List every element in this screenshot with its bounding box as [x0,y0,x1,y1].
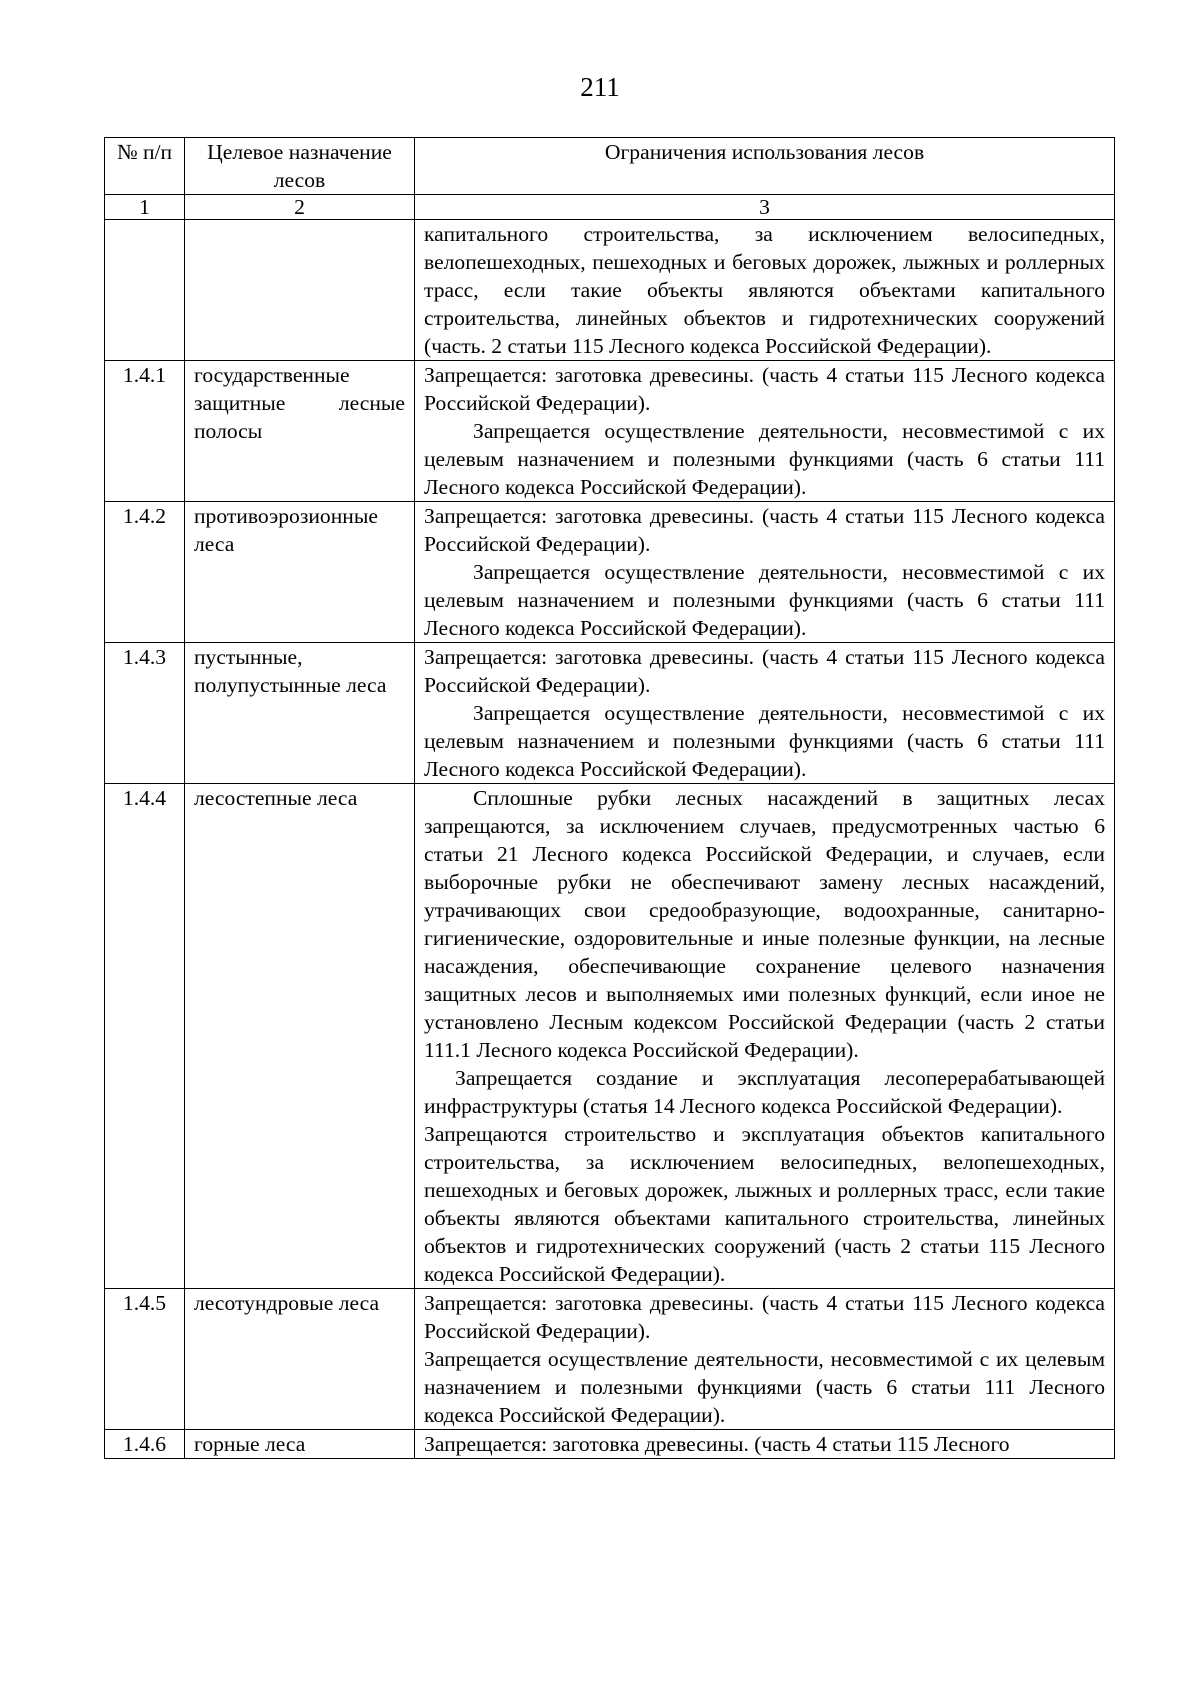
row-restrictions [415,502,1115,643]
table-row [105,1289,1115,1430]
row-num [105,220,185,361]
row-restrictions [415,361,1115,502]
row-num: 1.4.6 [105,1430,185,1459]
row-restrictions [415,784,1115,1289]
restriction-paragraph: Запрещается осуществление деятельности, несовместимой с их целевым назначением и полезными функциями (часть 6 статьи 111 Лесного кодекса Российской Федерации). [424,701,1105,781]
row-purpose: пустынные, полупустынные леса [185,643,415,784]
header-purpose: Целевое назначение лесов [185,138,415,195]
table-header [105,138,1115,220]
row-num: 1.4.5 [105,1289,185,1430]
row-restrictions [415,643,1115,784]
restriction-paragraph: Запрещается: заготовка древесины. (часть 4 статьи 115 Лесного кодекса Российской Федерации). [424,504,1105,556]
row-purpose [185,220,415,361]
restriction-paragraph: Сплошные рубки лесных насаждений в защитных лесах запрещаются, за исключением случаев, предусмотренных частью 6 статьи 21 Лесного кодекса Российской Федерации, и случаев, если выборочные рубки не обеспечивают замену лесных насаждений, утрачивающих свои средообразующие, водоохранные, санитарно-гигиенические, оздоровительные и иные полезные функции, на лесные насаждения, обеспечивающие сохранение целевого назначения защитных лесов и выполняемых ими полезных функций, если иное не установлено Лесным кодексом Российской Федерации (часть 2 статьи 111.1 Лесного кодекса Российской Федерации). [424,786,1105,1062]
table-row [105,220,1115,361]
row-restrictions [415,1430,1115,1459]
restriction-paragraph: Запрещаются строительство и эксплуатация объектов капитального строительства, за исключением велосипедных, велопешеходных, пешеходных и беговых дорожек, лыжных и роллерных трасс, если такие объекты являются объектами капитального строительства, линейных объектов и гидротехнических сооружений (часть 2 статьи 115 Лесного кодекса Российской Федерации). [424,1122,1105,1286]
column-number-2: 2 [185,195,415,220]
restriction-paragraph: Запрещается: заготовка древесины. (часть 4 статьи 115 Лесного кодекса Российской Федерации). [424,645,1105,697]
row-purpose: государственные защитные лесные полосы [185,361,415,502]
table-row [105,1430,1115,1459]
restriction-paragraph: Запрещается создание и эксплуатация лесоперерабатывающей инфраструктуры (статья 14 Лесного кодекса Российской Федерации). [424,1066,1105,1118]
row-purpose: противоэрозионные леса [185,502,415,643]
table-row [105,784,1115,1289]
table-row [105,643,1115,784]
restriction-paragraph: Запрещается: заготовка древесины. (часть 4 статьи 115 Лесного [424,1432,1010,1456]
column-number-3: 3 [415,195,1115,220]
restriction-paragraph: Запрещается осуществление деятельности, несовместимой с их целевым назначением и полезными функциями (часть 6 статьи 111 Лесного кодекса Российской Федерации). [424,419,1105,499]
header-row [105,138,1115,195]
restriction-paragraph: Запрещается: заготовка древесины. (часть 4 статьи 115 Лесного кодекса Российской Федерации). [424,363,1105,415]
restriction-paragraph: Запрещается: заготовка древесины. (часть 4 статьи 115 Лесного кодекса Российской Федерации). [424,1291,1105,1343]
header-num: № п/п [105,138,185,195]
row-num: 1.4.4 [105,784,185,1289]
restriction-paragraph: капитального строительства, за исключением велосипедных, велопешеходных, пешеходных и беговых дорожек, лыжных и роллерных трасс, если такие объекты являются объектами капитального строительства, линейных объектов и гидротехнических сооружений (часть. 2 статьи 115 Лесного кодекса Российской Федерации). [424,222,1105,358]
row-num: 1.4.2 [105,502,185,643]
row-restrictions [415,1289,1115,1430]
row-purpose: горные леса [185,1430,415,1459]
table-body [105,220,1115,1459]
column-number-row [105,195,1115,220]
column-number-1: 1 [105,195,185,220]
row-purpose: лесотундровые леса [185,1289,415,1430]
row-num: 1.4.3 [105,643,185,784]
header-restrictions: Ограничения использования лесов [415,138,1115,195]
row-purpose: лесостепные леса [185,784,415,1289]
row-restrictions [415,220,1115,361]
page-number: 211 [580,72,620,102]
row-num: 1.4.1 [105,361,185,502]
table-row [105,502,1115,643]
restriction-paragraph: Запрещается осуществление деятельности, несовместимой с их целевым назначением и полезными функциями (часть 6 статьи 111 Лесного кодекса Российской Федерации). [424,1347,1105,1427]
forest-restrictions-table [104,137,1115,1459]
table-row [105,361,1115,502]
restriction-paragraph: Запрещается осуществление деятельности, несовместимой с их целевым назначением и полезными функциями (часть 6 статьи 111 Лесного кодекса Российской Федерации). [424,560,1105,640]
